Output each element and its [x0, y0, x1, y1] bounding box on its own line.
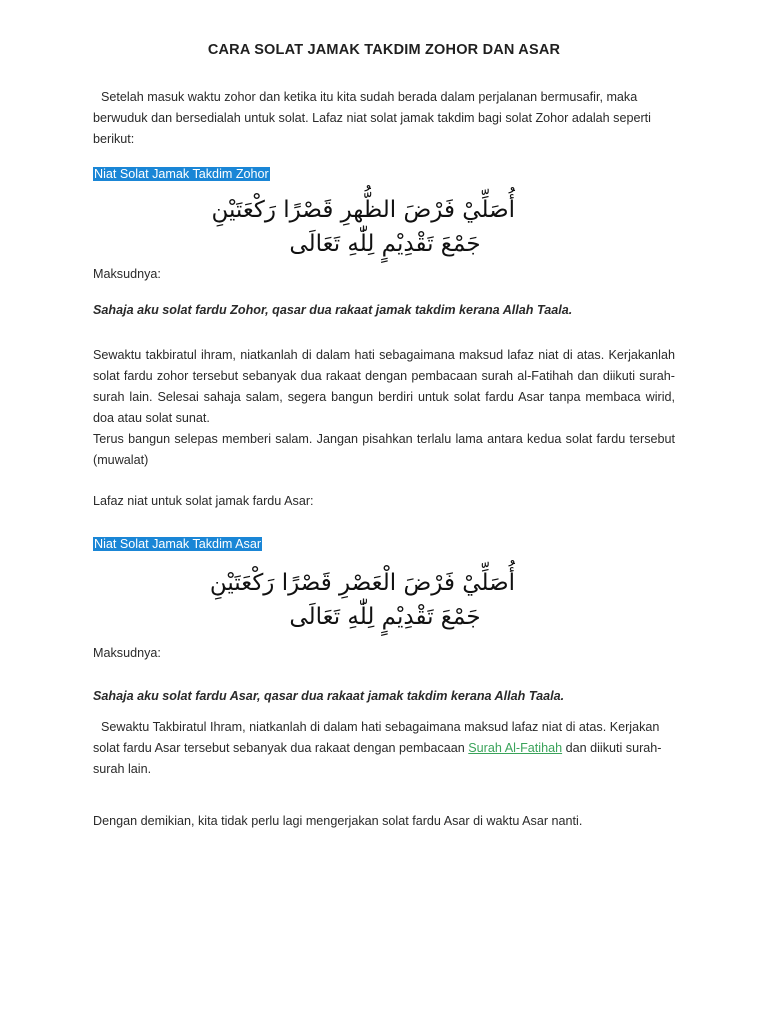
zohor-paragraph-main: Sewaktu takbiratul ihram, niatkanlah di dalam hati sebagaimana maksud lafaz niat di atas. Kerjakanlah solat fardu zohor tersebut sebanyak dua rakaat dengan pembacaan surah al-Fatihah dan diikuti surah-surah lain. Selesai sahaja salam, segera bangun berdiri untuk solat fardu Asar tanpa membaca wirid, doa atau solat sunat.	[93, 348, 675, 425]
asar-paragraph-start: Sewaktu Takbiratul Ihram, niatkanlah di dalam hati sebagaimana maksud lafaz niat di atas. Kerjakan solat fardu Asar tersebut sebanyak dua rakaat dengan pembacaan	[93, 720, 660, 755]
asar-arabic-line-2: جَمْعَ تَقْدِيْمٍ لِلّٰهِ تَعَالَى	[289, 604, 481, 630]
zohor-maksud-label: Maksudnya:	[93, 267, 161, 281]
zohor-paragraph-muwalat: Terus bangun selepas memberi salam. Jangan pisahkan terlalu lama antara kedua solat fardu tersebut (muwalat)	[93, 432, 675, 467]
zohor-meaning: Sahaja aku solat fardu Zohor, qasar dua rakaat jamak takdim kerana Allah Taala.	[93, 303, 573, 317]
asar-arabic-line-1: أُصَلِّيْ فَرْضَ الْعَصْرِ قَصْرًا رَكْعَتَيْنِ	[209, 570, 515, 596]
zohor-arabic-line-1: أُصَلِّيْ فَرْضَ الظُّهرِ قَصْرًا رَكْعَتَيْنِ	[211, 197, 515, 223]
page-title: CARA SOLAT JAMAK TAKDIM ZOHOR DAN ASAR	[207, 42, 561, 58]
intro-paragraph: Setelah masuk waktu zohor dan ketika itu kita sudah berada dalam perjalanan bermusafir, maka berwuduk dan bersedialah untuk solat. Lafaz niat solat jamak takdim bagi solat Zohor adalah seperti berikut:	[93, 90, 651, 146]
asar-arabic-niat	[209, 566, 515, 634]
asar-maksud-label: Maksudnya:	[93, 646, 161, 660]
zohor-arabic-line-2: جَمْعَ تَقْدِيْمٍ لِلّٰهِ تَعَالَى	[289, 231, 481, 257]
asar-paragraph	[93, 717, 675, 780]
closing-paragraph: Dengan demikian, kita tidak perlu lagi mengerjakan solat fardu Asar di waktu Asar nanti.	[93, 814, 583, 828]
asar-meaning: Sahaja aku solat fardu Asar, qasar dua rakaat jamak takdim kerana Allah Taala.	[93, 689, 565, 703]
asar-heading-row	[93, 534, 675, 555]
zohor-paragraph	[93, 345, 675, 471]
zohor-arabic-niat	[211, 193, 515, 261]
asar-intro: Lafaz niat untuk solat jamak fardu Asar:	[93, 494, 314, 508]
surah-al-fatihah-link[interactable]: Surah Al-Fatihah	[468, 741, 563, 755]
asar-paragraph-end: dan diikuti surah-surah lain.	[93, 741, 662, 776]
zohor-heading-row	[93, 164, 675, 185]
asar-niat-heading: Niat Solat Jamak Takdim Asar	[94, 537, 262, 551]
zohor-niat-heading: Niat Solat Jamak Takdim Zohor	[94, 167, 269, 181]
